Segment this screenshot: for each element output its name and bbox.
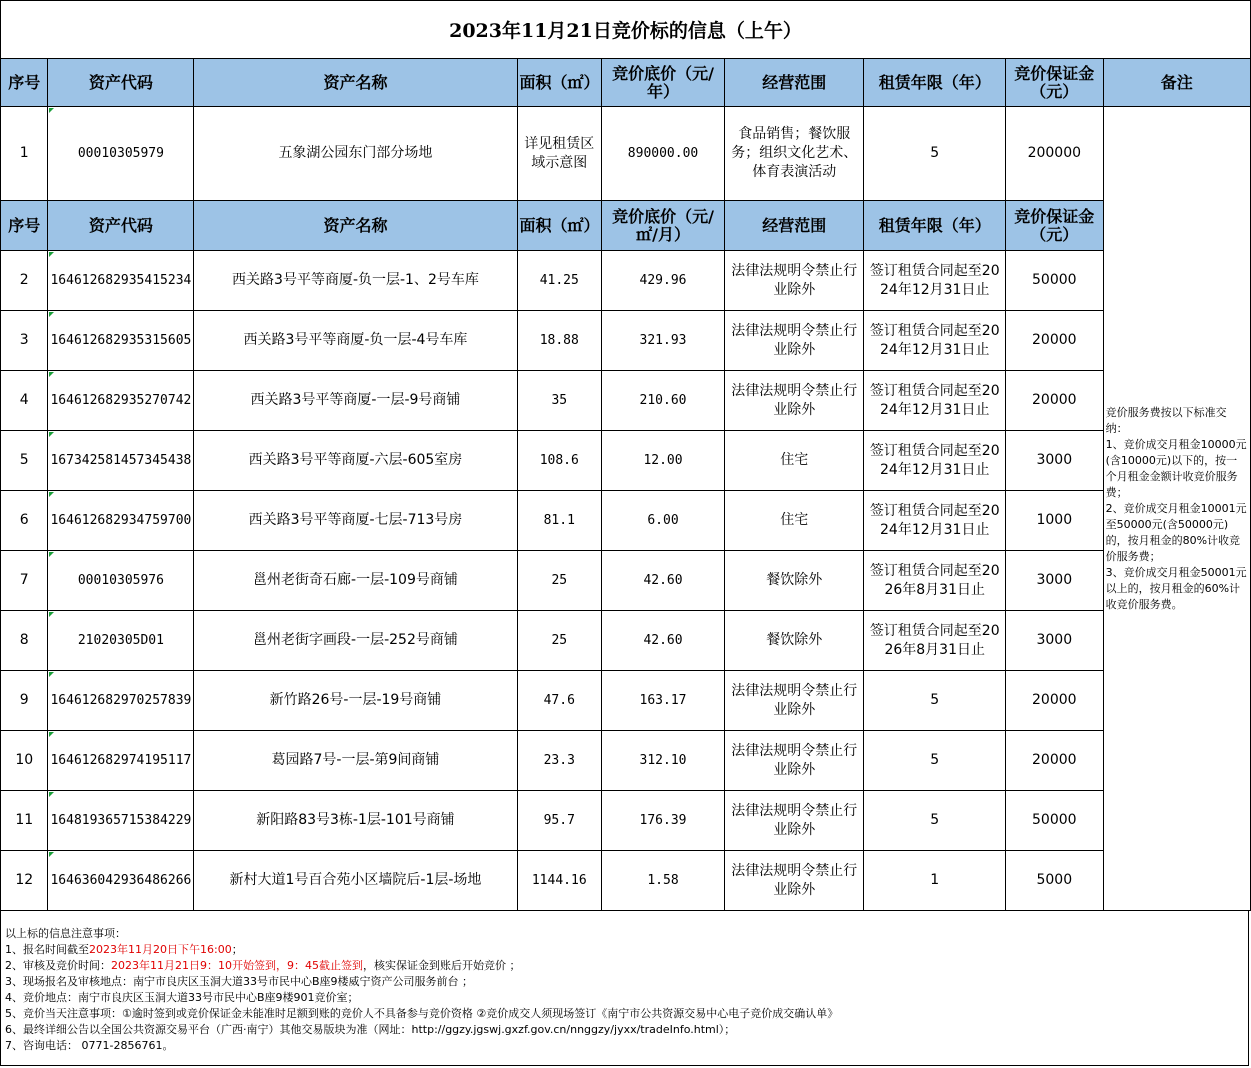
cell-price[interactable]: 163.17: [602, 671, 725, 731]
table-row: [1, 311, 1251, 371]
table-row: [1, 431, 1251, 491]
cell-deposit[interactable]: 50000: [1006, 251, 1104, 311]
cell-name[interactable]: 葛园路7号-一层-第9间商铺: [194, 731, 517, 791]
cell-code[interactable]: 164612682935415234: [48, 251, 194, 311]
notes-text: 3、现场报名及审核地点：南宁市良庆区玉洞大道33号市民中心B座9楼威宁资产公司服务前台 ；: [5, 975, 474, 988]
cell-area[interactable]: 81.1: [517, 491, 601, 551]
header-cell[interactable]: 序号: [1, 201, 48, 251]
header-cell[interactable]: 备注: [1103, 59, 1250, 107]
notes-line: [5, 958, 1244, 974]
cell-area[interactable]: 1144.16: [517, 851, 601, 911]
cell-price[interactable]: 42.60: [602, 611, 725, 671]
cell-scope[interactable]: 住宅: [725, 491, 864, 551]
cell-deposit[interactable]: 3000: [1006, 431, 1104, 491]
table-row: [1, 551, 1251, 611]
cell-scope[interactable]: 餐饮除外: [725, 551, 864, 611]
header-cell[interactable]: 竞价保证金（元）: [1006, 59, 1104, 107]
cell-no[interactable]: 11: [1, 791, 48, 851]
cell-price[interactable]: 1.58: [602, 851, 725, 911]
notes-line: [5, 990, 1244, 1006]
cell-term[interactable]: 5: [864, 731, 1006, 791]
cell-scope[interactable]: 住宅: [725, 431, 864, 491]
cell-scope[interactable]: 法律法规明令禁止行业除外: [725, 791, 864, 851]
header-cell[interactable]: 经营范围: [725, 59, 864, 107]
header-cell[interactable]: 面积（㎡）: [517, 201, 601, 251]
cell-no[interactable]: 12: [1, 851, 48, 911]
table-row: [1, 731, 1251, 791]
cell-name[interactable]: 邕州老街字画段-一层-252号商铺: [194, 611, 517, 671]
cell-no[interactable]: 10: [1, 731, 48, 791]
cell-scope[interactable]: 法律法规明令禁止行业除外: [725, 371, 864, 431]
cell-deposit[interactable]: 5000: [1006, 851, 1104, 911]
cell-scope[interactable]: 法律法规明令禁止行业除外: [725, 251, 864, 311]
cell-no[interactable]: 3: [1, 311, 48, 371]
cell-term[interactable]: 签订租赁合同起至2024年12月31日止: [864, 371, 1006, 431]
remark-line: 竞价服务费按以下标准交纳：: [1105, 405, 1227, 435]
cell-term[interactable]: 签订租赁合同起至2026年8月31日止: [864, 551, 1006, 611]
cell-area[interactable]: 23.3: [517, 731, 601, 791]
table-row: [1, 791, 1251, 851]
cell-scope[interactable]: 法律法规明令禁止行业除外: [725, 731, 864, 791]
cell-price[interactable]: 890000.00: [602, 107, 725, 201]
cell-no[interactable]: 1: [1, 107, 48, 201]
header-cell[interactable]: 资产代码: [48, 59, 194, 107]
cell-price[interactable]: 429.96: [602, 251, 725, 311]
table-row: [1, 107, 1251, 201]
cell-price[interactable]: 210.60: [602, 371, 725, 431]
table-row: [1, 851, 1251, 911]
table-row: [1, 671, 1251, 731]
header-cell[interactable]: 资产名称: [194, 201, 517, 251]
cell-name[interactable]: 新竹路26号-一层-19号商铺: [194, 671, 517, 731]
cell-deposit[interactable]: 20000: [1006, 731, 1104, 791]
cell-code[interactable]: 164636042936486266: [48, 851, 194, 911]
cell-term[interactable]: 5: [864, 107, 1006, 201]
cell-code[interactable]: 164612682970257839: [48, 671, 194, 731]
table-title: 2023年11月21日竞价标的信息（上午）: [0, 0, 1251, 59]
cell-name[interactable]: 邕州老街奇石廊-一层-109号商铺: [194, 551, 517, 611]
table-row: [1, 491, 1251, 551]
header-cell[interactable]: 竞价底价（元/年）: [602, 59, 725, 107]
cell-no[interactable]: 5: [1, 431, 48, 491]
cell-no[interactable]: 4: [1, 371, 48, 431]
notes-line: [5, 1038, 1244, 1054]
notes-highlight: 2023年11月21日9：10开始签到，9：45截止签到: [111, 959, 363, 972]
notes-line: [5, 974, 1244, 990]
header-row-1: [1, 59, 1251, 107]
notes-text: 2、审核及竞价时间：: [5, 959, 111, 972]
cell-code[interactable]: 21020305D01: [48, 611, 194, 671]
cell-name[interactable]: 西关路3号平等商厦-负一层-4号车库: [194, 311, 517, 371]
notes-line: [5, 926, 1244, 942]
table-row: [1, 251, 1251, 311]
cell-term[interactable]: 签订租赁合同起至2024年12月31日止: [864, 431, 1006, 491]
cell-area[interactable]: 25: [517, 551, 601, 611]
cell-deposit[interactable]: 3000: [1006, 611, 1104, 671]
header-cell[interactable]: 租赁年限（年）: [864, 201, 1006, 251]
header-row-2: [1, 201, 1251, 251]
cell-deposit[interactable]: 1000: [1006, 491, 1104, 551]
header-cell[interactable]: 面积（㎡）: [517, 59, 601, 107]
cell-price[interactable]: 312.10: [602, 731, 725, 791]
cell-term[interactable]: 5: [864, 671, 1006, 731]
cell-scope[interactable]: 餐饮除外: [725, 611, 864, 671]
notes-line: [5, 1006, 1244, 1022]
remark-line: 1、竞价成交月租金10000元(含10000元)以下的，按一个月租金金额计收竞价服务费；: [1105, 437, 1247, 499]
cell-term[interactable]: 签订租赁合同起至2026年8月31日止: [864, 611, 1006, 671]
cell-deposit[interactable]: 50000: [1006, 791, 1104, 851]
cell-no[interactable]: 9: [1, 671, 48, 731]
cell-name[interactable]: 新阳路83号3栋-1层-101号商铺: [194, 791, 517, 851]
cell-area[interactable]: 95.7: [517, 791, 601, 851]
cell-name[interactable]: 西关路3号平等商厦-一层-9号商铺: [194, 371, 517, 431]
cell-code[interactable]: 164612682934759700: [48, 491, 194, 551]
table-row: [1, 611, 1251, 671]
cell-name[interactable]: 西关路3号平等商厦-负一层-1、2号车库: [194, 251, 517, 311]
notes-line: [5, 942, 1244, 958]
remark-line: 3、竞价成交月租金50001元以上的，按月租金的60%计收竞价服务费。: [1105, 565, 1247, 611]
cell-scope[interactable]: 法律法规明令禁止行业除外: [725, 311, 864, 371]
cell-area[interactable]: 41.25: [517, 251, 601, 311]
header-cell[interactable]: 租赁年限（年）: [864, 59, 1006, 107]
bid-table: [0, 58, 1251, 911]
cell-no[interactable]: 2: [1, 251, 48, 311]
cell-price[interactable]: 321.93: [602, 311, 725, 371]
cell-no[interactable]: 8: [1, 611, 48, 671]
cell-area[interactable]: 108.6: [517, 431, 601, 491]
cell-area[interactable]: 25: [517, 611, 601, 671]
cell-no[interactable]: 7: [1, 551, 48, 611]
header-cell[interactable]: 资产名称: [194, 59, 517, 107]
cell-code[interactable]: 167342581457345438: [48, 431, 194, 491]
cell-deposit[interactable]: 200000: [1006, 107, 1104, 201]
remark-line: 2、竞价成交月租金10001元至50000元(含50000元)的，按月租金的80%计收竞价服务费；: [1105, 501, 1247, 563]
cell-deposit[interactable]: 3000: [1006, 551, 1104, 611]
cell-name[interactable]: 西关路3号平等商厦-六层-605室房: [194, 431, 517, 491]
cell-name[interactable]: 五象湖公园东门部分场地: [194, 107, 517, 201]
remark-text: [1106, 405, 1248, 613]
notes-block: [0, 910, 1249, 1066]
cell-code[interactable]: 164612682935315605: [48, 311, 194, 371]
notes-text: ，核实保证金到账后开始竞价 ；: [362, 959, 521, 972]
cell-code[interactable]: 00010305979: [48, 107, 194, 201]
cell-price[interactable]: 176.39: [602, 791, 725, 851]
cell-code[interactable]: 00010305976: [48, 551, 194, 611]
cell-area[interactable]: 35: [517, 371, 601, 431]
cell-scope[interactable]: 法律法规明令禁止行业除外: [725, 671, 864, 731]
cell-area[interactable]: 18.88: [517, 311, 601, 371]
notes-text: 5、竞价当天注意事项：①逾时签到或竞价保证金未能准时足额到账的竞价人不具备参与竞价资格 ②竞价成交人须现场签订《南宁市公共资源交易中心电子竞价成交确认单》: [5, 1007, 839, 1020]
cell-term[interactable]: 1: [864, 851, 1006, 911]
header-cell[interactable]: 竞价保证金（元）: [1006, 201, 1104, 251]
cell-code[interactable]: 164819365715384229: [48, 791, 194, 851]
header-cell[interactable]: 经营范围: [725, 201, 864, 251]
cell-price[interactable]: 12.00: [602, 431, 725, 491]
cell-name[interactable]: 新村大道1号百合苑小区墙院后-1层-场地: [194, 851, 517, 911]
cell-price[interactable]: 42.60: [602, 551, 725, 611]
notes-highlight: 2023年11月20日下午16:00: [89, 943, 232, 956]
cell-term[interactable]: 签订租赁合同起至2024年12月31日止: [864, 491, 1006, 551]
notes-text: ；: [231, 943, 243, 956]
header-cell[interactable]: 竞价底价（元/㎡/月）: [602, 201, 725, 251]
cell-scope[interactable]: 食品销售；餐饮服务；组织文化艺术、体育表演活动: [725, 107, 864, 201]
cell-deposit[interactable]: 20000: [1006, 371, 1104, 431]
notes-text: 1、报名时间截至: [5, 943, 89, 956]
cell-name[interactable]: 西关路3号平等商厦-七层-713号房: [194, 491, 517, 551]
cell-term[interactable]: 签订租赁合同起至2024年12月31日止: [864, 311, 1006, 371]
notes-text: 6、最终详细公告以全国公共资源交易平台（广西·南宁）其他交易版块为准（网址：http://ggzy.jgswj.gxzf.gov.cn/nnggzy/jyxx/tradeInfo.html）；: [5, 1023, 736, 1036]
cell-term[interactable]: 5: [864, 791, 1006, 851]
cell-area[interactable]: 47.6: [517, 671, 601, 731]
cell-scope[interactable]: 法律法规明令禁止行业除外: [725, 851, 864, 911]
cell-deposit[interactable]: 20000: [1006, 671, 1104, 731]
notes-text: 4、竞价地点：南宁市良庆区玉洞大道33号市民中心B座9楼901竞价室；: [5, 991, 359, 1004]
header-cell[interactable]: 序号: [1, 59, 48, 107]
notes-text: 以上标的信息注意事项：: [5, 927, 126, 940]
cell-area[interactable]: 详见租赁区域示意图: [517, 107, 601, 201]
cell-deposit[interactable]: 20000: [1006, 311, 1104, 371]
notes-line: [5, 1022, 1244, 1038]
cell-no[interactable]: 6: [1, 491, 48, 551]
cell-price[interactable]: 6.00: [602, 491, 725, 551]
table-row: [1, 371, 1251, 431]
remark-cell[interactable]: [1103, 107, 1250, 911]
notes-text: 7、咨询电话： 0771-2856761。: [5, 1039, 174, 1052]
cell-term[interactable]: 签订租赁合同起至2024年12月31日止: [864, 251, 1006, 311]
cell-code[interactable]: 164612682935270742: [48, 371, 194, 431]
header-cell[interactable]: 资产代码: [48, 201, 194, 251]
cell-code[interactable]: 164612682974195117: [48, 731, 194, 791]
